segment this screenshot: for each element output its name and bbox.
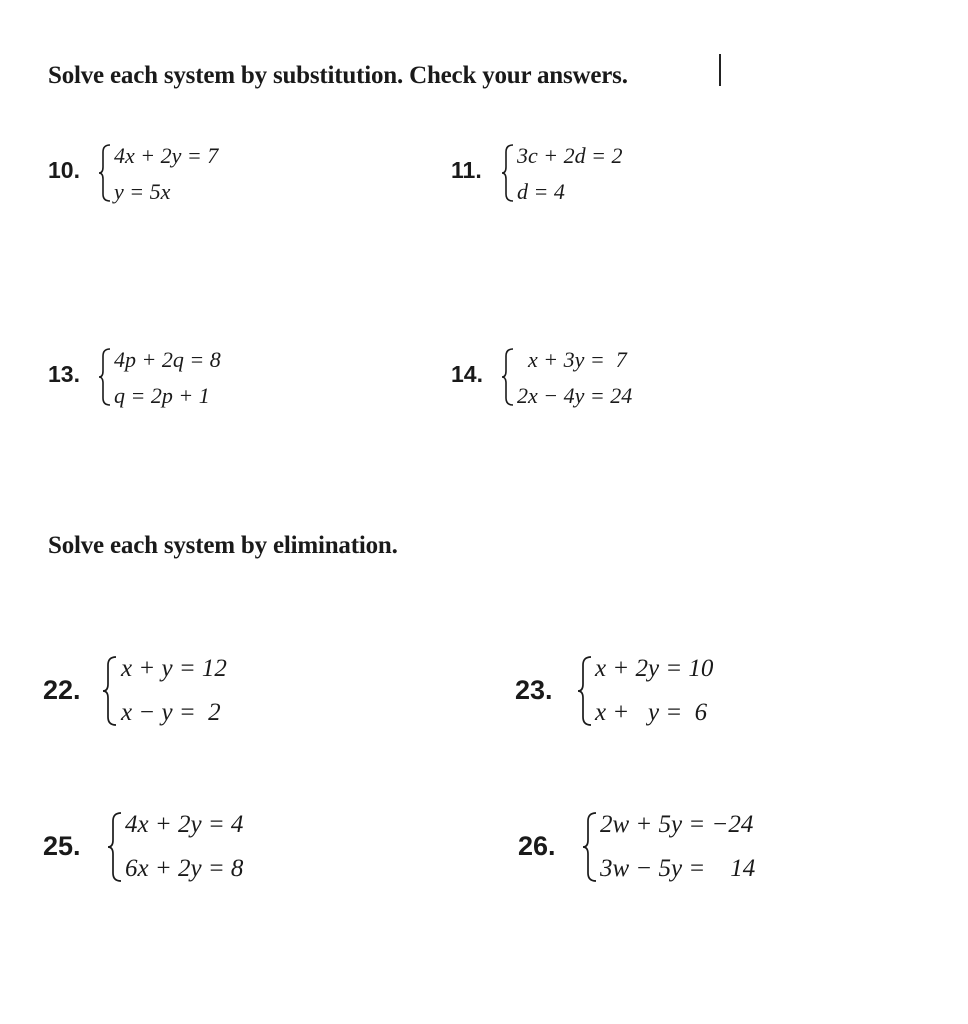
brace-icon [577, 655, 593, 727]
equation-line-2: x + y = 6 [595, 699, 708, 726]
text-cursor [719, 54, 721, 86]
equation-line-2: y = 5x [114, 179, 171, 204]
problem-number: 26. [518, 831, 556, 861]
brace-icon [98, 143, 112, 203]
equation-line-1: 4x + 2y = 4 [125, 811, 244, 838]
equation-line-1: x + 3y = 7 [517, 347, 627, 372]
problem-number: 14. [451, 361, 483, 387]
section-heading-elimination: Solve each system by elimination. [48, 532, 398, 559]
equation-line-2: 2x − 4y = 24 [517, 383, 633, 408]
equation-line-2: 3w − 5y = 14 [600, 855, 756, 882]
equation-line-2: d = 4 [517, 179, 565, 204]
equation-line-1: 4p + 2q = 8 [114, 347, 221, 372]
brace-icon [107, 811, 123, 883]
problem-number: 10. [48, 157, 80, 183]
brace-icon [582, 811, 598, 883]
equation-line-1: x + 2y = 10 [595, 655, 714, 682]
section-heading-substitution: Solve each system by substitution. Check your answers. [48, 62, 628, 89]
brace-icon [98, 347, 112, 407]
brace-icon [501, 143, 515, 203]
equation-line-2: q = 2p + 1 [114, 383, 210, 408]
equation-line-2: x − y = 2 [121, 699, 221, 726]
equation-line-1: 2w + 5y = −24 [600, 811, 754, 838]
equation-line-1: 3c + 2d = 2 [517, 143, 623, 168]
problem-number: 13. [48, 361, 80, 387]
brace-icon [102, 655, 118, 727]
problem-number: 11. [451, 157, 482, 183]
brace-icon [501, 347, 515, 407]
equation-line-2: 6x + 2y = 8 [125, 855, 244, 882]
problem-number: 23. [515, 675, 553, 705]
problem-number: 25. [43, 831, 81, 861]
equation-line-1: 4x + 2y = 7 [114, 143, 219, 168]
problem-number: 22. [43, 675, 81, 705]
equation-line-1: x + y = 12 [121, 655, 227, 682]
